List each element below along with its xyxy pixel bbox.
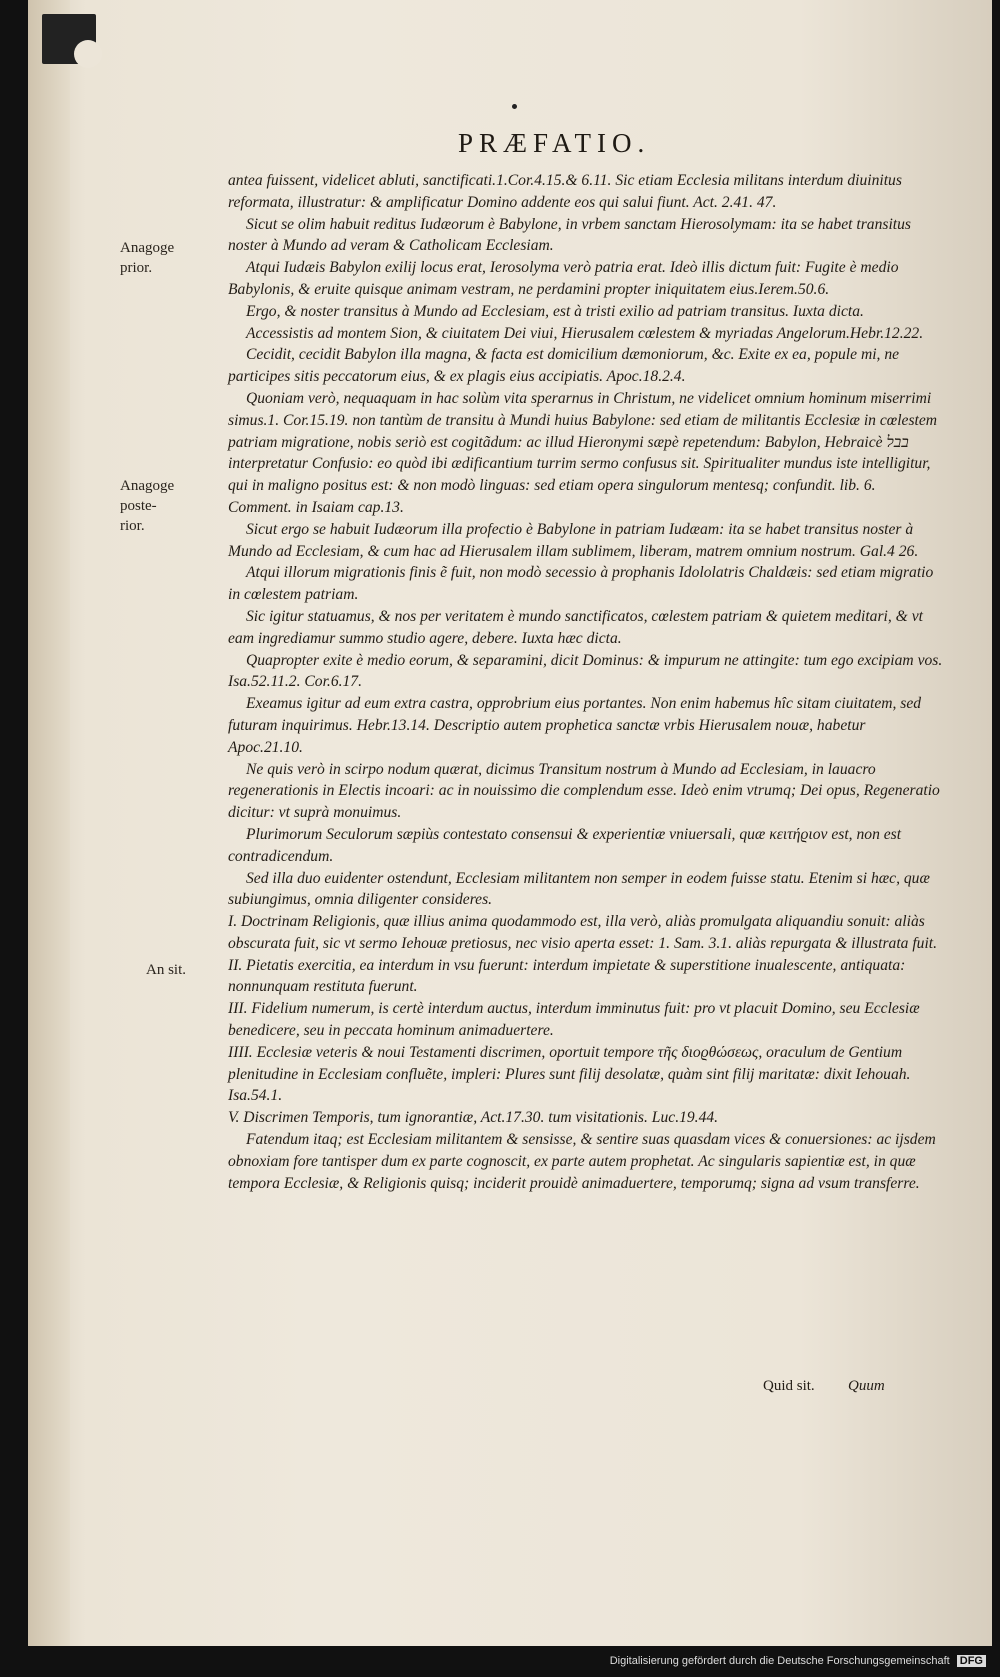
catchword: Quum (848, 1378, 885, 1394)
margin-note-line: Anagoge (120, 478, 175, 494)
page-header: PRÆFATIO. (458, 128, 651, 158)
margin-note-line: rior. (120, 518, 145, 534)
margin-note-line: prior. (120, 260, 153, 276)
margin-note-line: Anagoge (120, 240, 175, 256)
margin-note-anagoge-posterior (120, 476, 174, 536)
paragraph: Atqui Iudæis Babylon exilij locus erat, Ierosolyma verò patria erat. Ideò illis dictum fuit: Fugite è medio Babylonis, & eruite quisque animam vestram, ne perdamini propter iniquitatem eius.Ierem.50.6. (228, 259, 899, 298)
paragraph: Quapropter exite è medio eorum, & separamini, dicit Dominus: & impurum ne attingite: tum ego excipiam vos. Isa.52.11.2. Cor.6.17. (228, 651, 943, 691)
marginal-heading-quid-sit: Quid sit. (763, 1378, 815, 1394)
paragraph: Accessistis ad montem Sion, & ciuitatem Dei viui, Hierusalem cœlestem & myriadas Angelorum.Hebr.12.22. (246, 324, 924, 342)
body-text (228, 170, 943, 1194)
paragraph: Exeamus igitur ad eum extra castra, opprobrium eius portantes. Non enim habemus hîc sitam ciuitatem, sed futuram inquirimus. Hebr.13.14. Descriptio autem prophetica sanctæ vrbis Hierusalem nouæ, habetur Apoc.21.10. (228, 695, 922, 756)
margin-note-line: poste- (120, 498, 157, 514)
paragraph: Cecidit, cecidit Babylon illa magna, & facta est domicilium dæmoniorum, &c. Exite ex ea, popule mi, ne participes sitis peccatorum eius, & ex plagis eius accipiatis. Apoc.18.2.4. (228, 346, 900, 386)
paragraph: antea fuissent, videlicet abluti, sanctificati.1.Cor.4.15.& 6.11. Sic etiam Ecclesia militans interdum diuinitus reformata, illustratur: & amplificatur Domino addente eos qui salui fiunt. Act. 2.41. 47. (228, 172, 902, 211)
margin-note-an-sit: An sit. (146, 962, 187, 978)
dfg-logo: DFG (957, 1655, 986, 1667)
numbered-item: V. Discrimen Temporis, tum ignorantiæ, Act.17.30. tum visitationis. Luc.19.44. (228, 1109, 719, 1127)
ink-dot (512, 104, 517, 109)
paragraph: Ergo, & noster transitus à Mundo ad Ecclesiam, est à tristi exilio ad patriam transitus. Iuxta dicta. (246, 302, 864, 320)
book-page (28, 0, 992, 1646)
numbered-item: II. Pietatis exercitia, ea interdum in vsu fuerunt: interdum impietate & superstitione inualescente, antiquata: nonnunquam restituta fuerunt. (228, 956, 906, 996)
numbered-item: III. Fidelium numerum, is certè interdum auctus, interdum imminutus fuit: pro vt placuit Domino, seu Ecclesiæ benedicere, seu in peccata hominum animaduertere. (228, 1000, 920, 1040)
margin-note-anagoge-prior (120, 238, 174, 278)
paragraph: Sic igitur statuamus, & nos per veritatem è mundo sanctificatos, cœlestem patriam & quietem meditari, & vt eam ingrediamur summo studio agere, debere. Iuxta hæc dicta. (228, 607, 923, 647)
credit-text: Digitalisierung gefördert durch die Deutsche Forschungsgemeinschaft (609, 1655, 950, 1667)
numbered-item: IIII. Ecclesiæ veteris & noui Testamenti discrimen, oportuit tempore τῆς διοϱθώσεως, oraculum de Gentium plenitudine in Ecclesiam confluẽte, impleri: Plures sunt filij desolatæ, quàm sint filij maritatæ: dixit Iehouah. Isa.54.1. (228, 1043, 911, 1105)
paragraph: Quoniam verò, nequaquam in hac solùm vita sperarnus in Christum, ne videlicet omnium hominum miserrimi simus.1. Cor.15.19. non tantùm de transitu à Mundi huius Babylone: sed etiam de militantis Ecclesiæ in cœlestem patriam migratione, nobis seriò est cogitãdum: ac illud Hieronymi sæpè repetendum: Babylon, Hebraicè בבל interpretatur Confusio: eo quòd ibi ædificantium turrim sermo confusus sit. Spiritualiter mundus iste intelligitur, qui in maligno positus est: & non modò linguas: sed etiam opera singulorum mentesq; confundit. lib. 6. Comment. in Isaiam cap.13. (228, 389, 938, 516)
numbered-item: I. Doctrinam Religionis, quæ illius anima quodammodo est, illa verò, aliàs promulgata aliquandiu sonuit: aliàs obscurata fuit, sic vt sermo Iehouæ pretiosus, nec visio aperta esset: 1. Sam. 3.1. aliàs repurgata & illustrata fuit. (228, 913, 938, 952)
paragraph: Sicut ergo se habuit Iudæorum illa profectio è Babylone in patriam Iudæam: ita se habet transitus noster à Mundo ad Ecclesiam, & cum hac ad Hierusalem illam sublimem, liberam, matrem omnium nostrum. Gal.4 26. (228, 520, 919, 560)
paragraph: Sicut se olim habuit reditus Iudæorum è Babylone, in vrbem sanctam Hierosolymam: ita se habet transitus noster à Mundo ad veram & Catholicam Ecclesiam. (228, 215, 911, 255)
paragraph: Sed illa duo euidenter ostendunt, Ecclesiam militantem non semper in eodem fuisse statu. Etenim si hæc, quæ subiungimus, omnia diligenter consideres. (228, 869, 930, 909)
corner-damage-inner (74, 40, 102, 68)
paragraph: Fatendum itaq; est Ecclesiam militantem & sensisse, & sentire suas quasdam vices & conuersiones: ac ijsdem obnoxiam fore tantisper dum ex parte cognoscit, ex parte autem prophetat. Ac singularis sapientiæ est, in quæ tempora Ecclesiæ, & Religionis quisq; inciderit prouidè animaduertere, temporumq; signa ad vsum transferre. (228, 1131, 936, 1192)
page-gutter-shadow (28, 0, 70, 1646)
paragraph: Ne quis verò in scirpo nodum quærat, dicimus Transitum nostrum à Mundo ad Ecclesiam, in lauacro regenerationis in Electis incoari: ac in nouissimo die complendum esse. Ideò enim vtrumq; Dei opus, Regeneratio dicitur: vt suprà monuimus. (228, 760, 940, 822)
paragraph: Atqui illorum migrationis finis ẽ fuit, non modò secessio à prophanis Idololatris Chaldæis: sed etiam migratio in cœlestem patriam. (228, 564, 934, 604)
paragraph: Plurimorum Seculorum sæpiùs contestato consensui & experientiæ vniuersali, quæ κειτήϱιον est, non est contradicendum. (228, 825, 902, 865)
digitization-credit (610, 1655, 986, 1667)
